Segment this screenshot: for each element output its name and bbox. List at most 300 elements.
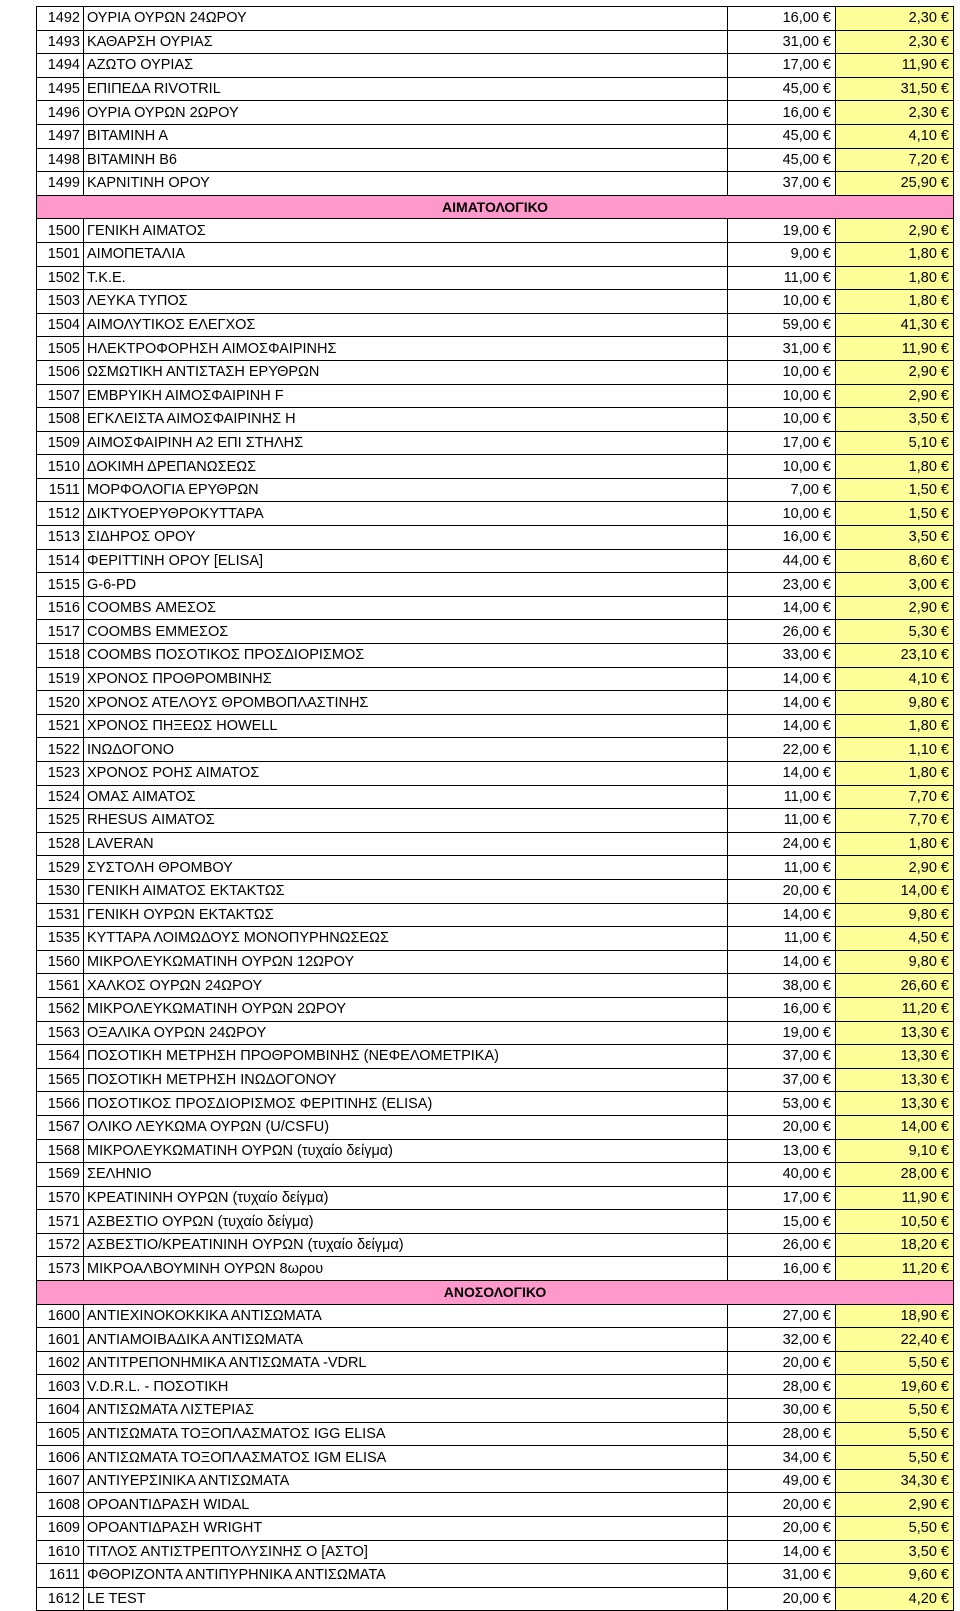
price-table: [36, 6, 954, 1611]
row-code: 1564: [37, 1045, 84, 1069]
row-test-name: ΚΡΕΑΤΙΝΙΝΗ ΟΥΡΩΝ (τυχαίο δείγμα): [84, 1186, 728, 1210]
row-test-name: ΑΝΤΙΣΩΜΑΤΑ ΤΟΞΟΠΛΑΣΜΑΤΟΣ IGM ELISA: [84, 1446, 728, 1470]
row-fee: 13,30 €: [836, 1045, 954, 1069]
row-test-name: ΜΟΡΦΟΛΟΓΙΑ ΕΡΥΘΡΩΝ: [84, 478, 728, 502]
row-code: 1528: [37, 832, 84, 856]
row-code: 1511: [37, 478, 84, 502]
row-code: 1610: [37, 1540, 84, 1564]
row-price: 17,00 €: [728, 431, 836, 455]
table-row: [37, 620, 954, 644]
table-row: [37, 927, 954, 951]
table-row: [37, 903, 954, 927]
row-code: 1560: [37, 950, 84, 974]
row-code: 1495: [37, 77, 84, 101]
row-test-name: ΤΙΤΛΟΣ ΑΝΤΙΣΤΡΕΠΤΟΛΥΣΙΝΗΣ Ο [ΑΣΤΟ]: [84, 1540, 728, 1564]
row-test-name: ΟΞΑΛΙΚΑ ΟΥΡΩΝ 24ΩΡΟΥ: [84, 1021, 728, 1045]
row-fee: 9,80 €: [836, 691, 954, 715]
row-code: 1493: [37, 30, 84, 54]
row-test-name: ΦΘΟΡΙΖΟΝΤΑ ΑΝΤΙΠΥΡΗΝΙΚΑ ΑΝΤΙΣΩΜΑΤΑ: [84, 1564, 728, 1588]
row-fee: 18,20 €: [836, 1233, 954, 1257]
row-price: 7,00 €: [728, 478, 836, 502]
row-code: 1505: [37, 337, 84, 361]
row-fee: 7,20 €: [836, 148, 954, 172]
row-price: 11,00 €: [728, 856, 836, 880]
row-code: 1499: [37, 172, 84, 196]
table-row: [37, 478, 954, 502]
table-row: [37, 596, 954, 620]
row-price: 24,00 €: [728, 832, 836, 856]
row-price: 14,00 €: [728, 714, 836, 738]
row-test-name: ΟΥΡΙΑ ΟΥΡΩΝ 24ΩΡΟΥ: [84, 7, 728, 31]
row-test-name: ΟΜΑΣ ΑΙΜΑΤΟΣ: [84, 785, 728, 809]
row-fee: 9,10 €: [836, 1139, 954, 1163]
row-test-name: ΦΕΡΙΤΤΙΝΗ ΟΡΟΥ [ELISA]: [84, 549, 728, 573]
row-test-name: ΕΓΚΛΕΙΣΤΑ ΑΙΜΟΣΦΑΙΡΙΝΗΣ Η: [84, 408, 728, 432]
table-row: [37, 714, 954, 738]
row-code: 1509: [37, 431, 84, 455]
table-row: [37, 502, 954, 526]
row-code: 1494: [37, 54, 84, 78]
row-price: 11,00 €: [728, 927, 836, 951]
row-price: 33,00 €: [728, 644, 836, 668]
row-fee: 22,40 €: [836, 1328, 954, 1352]
row-code: 1600: [37, 1304, 84, 1328]
table-row: [37, 101, 954, 125]
row-test-name: ΟΛΙΚΟ ΛΕΥΚΩΜΑ ΟΥΡΩΝ (U/CSFU): [84, 1115, 728, 1139]
row-code: 1602: [37, 1351, 84, 1375]
row-fee: 26,60 €: [836, 974, 954, 998]
table-row: [37, 809, 954, 833]
row-code: 1607: [37, 1469, 84, 1493]
row-fee: 5,50 €: [836, 1446, 954, 1470]
table-row: [37, 667, 954, 691]
row-fee: 4,10 €: [836, 667, 954, 691]
row-fee: 23,10 €: [836, 644, 954, 668]
row-code: 1608: [37, 1493, 84, 1517]
section-title: ΑΙΜΑΤΟΛΟΓΙΚΟ: [37, 195, 954, 219]
price-list-sheet: [36, 6, 953, 1611]
row-price: 14,00 €: [728, 691, 836, 715]
table-row: [37, 1564, 954, 1588]
row-test-name: ΜΙΚΡΟΛΕΥΚΩΜΑΤΙΝΗ ΟΥΡΩΝ 12ΩΡΟΥ: [84, 950, 728, 974]
row-fee: 5,30 €: [836, 620, 954, 644]
row-price: 19,00 €: [728, 1021, 836, 1045]
row-price: 11,00 €: [728, 266, 836, 290]
row-price: 11,00 €: [728, 785, 836, 809]
row-test-name: COOMBS ΠΟΣΟΤΙΚΟΣ ΠΡΟΣΔΙΟΡΙΣΜΟΣ: [84, 644, 728, 668]
row-test-name: ΗΛΕΚΤΡΟΦΟΡΗΣΗ ΑΙΜΟΣΦΑΙΡΙΝΗΣ: [84, 337, 728, 361]
row-fee: 1,80 €: [836, 762, 954, 786]
table-row: [37, 691, 954, 715]
price-table-body: [37, 7, 954, 1611]
row-code: 1567: [37, 1115, 84, 1139]
row-fee: 2,30 €: [836, 7, 954, 31]
section-header-row: [37, 195, 954, 219]
row-test-name: ΧΡΟΝΟΣ ΑΤΕΛΟΥΣ ΘΡΟΜΒΟΠΛΑΣΤΙΝΗΣ: [84, 691, 728, 715]
row-fee: 2,90 €: [836, 360, 954, 384]
table-row: [37, 313, 954, 337]
row-fee: 31,50 €: [836, 77, 954, 101]
row-test-name: ΑΝΤΙΑΜΟΙΒΑΔΙΚΑ ΑΝΤΙΣΩΜΑΤΑ: [84, 1328, 728, 1352]
table-row: [37, 974, 954, 998]
row-price: 45,00 €: [728, 148, 836, 172]
row-price: 37,00 €: [728, 172, 836, 196]
row-price: 14,00 €: [728, 762, 836, 786]
table-row: [37, 950, 954, 974]
table-row: [37, 148, 954, 172]
table-row: [37, 1351, 954, 1375]
row-price: 14,00 €: [728, 667, 836, 691]
row-test-name: ΧΑΛΚΟΣ ΟΥΡΩΝ 24ΩΡΟΥ: [84, 974, 728, 998]
row-fee: 8,60 €: [836, 549, 954, 573]
row-price: 40,00 €: [728, 1163, 836, 1187]
row-fee: 11,90 €: [836, 1186, 954, 1210]
row-price: 20,00 €: [728, 879, 836, 903]
row-price: 23,00 €: [728, 573, 836, 597]
row-test-name: ΒΙΤΑΜΙΝΗ Β6: [84, 148, 728, 172]
table-row: [37, 997, 954, 1021]
row-test-name: ΑΝΤΙΕΧΙΝΟΚΟΚΚΙΚΑ ΑΝΤΙΣΩΜΑΤΑ: [84, 1304, 728, 1328]
row-fee: 14,00 €: [836, 879, 954, 903]
row-fee: 1,50 €: [836, 502, 954, 526]
row-price: 34,00 €: [728, 1446, 836, 1470]
row-test-name: ΣΕΛΗΝΙΟ: [84, 1163, 728, 1187]
row-code: 1506: [37, 360, 84, 384]
table-row: [37, 1375, 954, 1399]
row-fee: 5,50 €: [836, 1351, 954, 1375]
row-fee: 2,30 €: [836, 101, 954, 125]
row-price: 10,00 €: [728, 384, 836, 408]
row-code: 1562: [37, 997, 84, 1021]
table-row: [37, 384, 954, 408]
row-fee: 2,90 €: [836, 219, 954, 243]
row-price: 37,00 €: [728, 1068, 836, 1092]
row-test-name: ΧΡΟΝΟΣ ΠΗΞΕΩΣ HOWELL: [84, 714, 728, 738]
row-price: 53,00 €: [728, 1092, 836, 1116]
row-fee: 2,90 €: [836, 596, 954, 620]
table-row: [37, 1469, 954, 1493]
row-code: 1498: [37, 148, 84, 172]
row-test-name: ΩΣΜΩΤΙΚΗ ΑΝΤΙΣΤΑΣΗ ΕΡΥΘΡΩΝ: [84, 360, 728, 384]
row-price: 11,00 €: [728, 809, 836, 833]
row-code: 1513: [37, 526, 84, 550]
table-row: [37, 1257, 954, 1281]
row-price: 45,00 €: [728, 77, 836, 101]
row-fee: 7,70 €: [836, 809, 954, 833]
row-fee: 1,80 €: [836, 290, 954, 314]
row-test-name: ΠΟΣΟΤΙΚΗ ΜΕΤΡΗΣΗ ΠΡΟΘΡΟΜΒΙΝΗΣ (ΝΕΦΕΛΟΜΕΤΡΙΚΑ): [84, 1045, 728, 1069]
table-row: [37, 832, 954, 856]
row-code: 1512: [37, 502, 84, 526]
table-row: [37, 1446, 954, 1470]
row-fee: 5,50 €: [836, 1399, 954, 1423]
row-code: 1568: [37, 1139, 84, 1163]
row-test-name: ΔΙΚΤΥΟΕΡΥΘΡΟΚΥΤΤΑΡΑ: [84, 502, 728, 526]
row-code: 1521: [37, 714, 84, 738]
row-price: 37,00 €: [728, 1045, 836, 1069]
row-price: 14,00 €: [728, 903, 836, 927]
table-row: [37, 1233, 954, 1257]
table-row: [37, 549, 954, 573]
row-fee: 9,80 €: [836, 950, 954, 974]
row-test-name: V.D.R.L. - ΠΟΣΟΤΙΚΗ: [84, 1375, 728, 1399]
row-test-name: ΛΕΥΚΑ ΤΥΠΟΣ: [84, 290, 728, 314]
table-row: [37, 1517, 954, 1541]
row-test-name: ΧΡΟΝΟΣ ΠΡΟΘΡΟΜΒΙΝΗΣ: [84, 667, 728, 691]
row-code: 1492: [37, 7, 84, 31]
row-code: 1520: [37, 691, 84, 715]
row-test-name: ΜΙΚΡΟΑΛΒΟΥΜΙΝΗ ΟΥΡΩΝ 8ωρου: [84, 1257, 728, 1281]
table-row: [37, 242, 954, 266]
row-test-name: RHESUS ΑΙΜΑΤΟΣ: [84, 809, 728, 833]
row-price: 59,00 €: [728, 313, 836, 337]
table-row: [37, 219, 954, 243]
row-fee: 34,30 €: [836, 1469, 954, 1493]
row-code: 1563: [37, 1021, 84, 1045]
table-row: [37, 1163, 954, 1187]
row-test-name: ΕΠΙΠΕΔΑ RIVOTRIL: [84, 77, 728, 101]
row-fee: 3,50 €: [836, 526, 954, 550]
row-fee: 41,30 €: [836, 313, 954, 337]
row-test-name: ΑΙΜΟΣΦΑΙΡΙΝΗ Α2 ΕΠΙ ΣΤΗΛΗΣ: [84, 431, 728, 455]
table-row: [37, 1422, 954, 1446]
row-code: 1503: [37, 290, 84, 314]
row-code: 1502: [37, 266, 84, 290]
row-code: 1519: [37, 667, 84, 691]
row-test-name: ΑΝΤΙΣΩΜΑΤΑ ΛΙΣΤΕΡΙΑΣ: [84, 1399, 728, 1423]
table-row: [37, 124, 954, 148]
row-price: 10,00 €: [728, 360, 836, 384]
row-test-name: ΚΥΤΤΑΡΑ ΛΟΙΜΩΔΟΥΣ ΜΟΝΟΠΥΡΗΝΩΣΕΩΣ: [84, 927, 728, 951]
row-test-name: ΑΙΜΟΠΕΤΑΛΙΑ: [84, 242, 728, 266]
row-code: 1497: [37, 124, 84, 148]
table-row: [37, 1493, 954, 1517]
row-test-name: ΑΖΩΤΟ ΟΥΡΙΑΣ: [84, 54, 728, 78]
row-price: 17,00 €: [728, 1186, 836, 1210]
row-price: 26,00 €: [728, 620, 836, 644]
row-price: 22,00 €: [728, 738, 836, 762]
row-test-name: ΜΙΚΡΟΛΕΥΚΩΜΑΤΙΝΗ ΟΥΡΩΝ 2ΩΡΟΥ: [84, 997, 728, 1021]
row-fee: 11,90 €: [836, 337, 954, 361]
row-test-name: ΓΕΝΙΚΗ ΟΥΡΩΝ ΕΚΤΑΚΤΩΣ: [84, 903, 728, 927]
table-row: [37, 856, 954, 880]
row-test-name: ΙΝΩΔΟΓΟΝΟ: [84, 738, 728, 762]
row-price: 31,00 €: [728, 30, 836, 54]
table-row: [37, 7, 954, 31]
row-test-name: ΓΕΝΙΚΗ ΑΙΜΑΤΟΣ: [84, 219, 728, 243]
row-price: 20,00 €: [728, 1351, 836, 1375]
row-fee: 11,20 €: [836, 1257, 954, 1281]
row-price: 28,00 €: [728, 1375, 836, 1399]
row-test-name: ΑΣΒΕΣΤΙΟ ΟΥΡΩΝ (τυχαίο δείγμα): [84, 1210, 728, 1234]
row-code: 1518: [37, 644, 84, 668]
row-fee: 13,30 €: [836, 1021, 954, 1045]
row-test-name: ΟΡΟΑΝΤΙΔΡΑΣΗ WIDAL: [84, 1493, 728, 1517]
table-row: [37, 738, 954, 762]
row-price: 10,00 €: [728, 290, 836, 314]
row-code: 1571: [37, 1210, 84, 1234]
row-code: 1504: [37, 313, 84, 337]
row-test-name: ΟΡΟΑΝΤΙΔΡΑΣΗ WRIGHT: [84, 1517, 728, 1541]
row-fee: 10,50 €: [836, 1210, 954, 1234]
row-fee: 5,50 €: [836, 1422, 954, 1446]
row-test-name: ΑΝΤΙΥΕΡΣΙΝΙΚΑ ΑΝΤΙΣΩΜΑΤΑ: [84, 1469, 728, 1493]
row-test-name: ΔΟΚΙΜΗ ΔΡΕΠΑΝΩΣΕΩΣ: [84, 455, 728, 479]
table-row: [37, 644, 954, 668]
row-code: 1604: [37, 1399, 84, 1423]
row-test-name: ΧΡΟΝΟΣ ΡΟΗΣ ΑΙΜΑΤΟΣ: [84, 762, 728, 786]
row-price: 14,00 €: [728, 596, 836, 620]
row-price: 31,00 €: [728, 1564, 836, 1588]
row-test-name: ΕΜΒΡΥΙΚΗ ΑΙΜΟΣΦΑΙΡΙΝΗ F: [84, 384, 728, 408]
row-code: 1508: [37, 408, 84, 432]
row-fee: 2,90 €: [836, 856, 954, 880]
row-fee: 4,20 €: [836, 1587, 954, 1611]
row-price: 16,00 €: [728, 101, 836, 125]
row-fee: 1,50 €: [836, 478, 954, 502]
row-fee: 2,30 €: [836, 30, 954, 54]
row-price: 14,00 €: [728, 950, 836, 974]
row-fee: 4,10 €: [836, 124, 954, 148]
row-code: 1530: [37, 879, 84, 903]
row-price: 31,00 €: [728, 337, 836, 361]
row-code: 1570: [37, 1186, 84, 1210]
row-fee: 5,50 €: [836, 1517, 954, 1541]
row-test-name: COOMBS ΕΜΜΕΣΟΣ: [84, 620, 728, 644]
row-code: 1517: [37, 620, 84, 644]
row-code: 1516: [37, 596, 84, 620]
row-code: 1525: [37, 809, 84, 833]
row-price: 20,00 €: [728, 1517, 836, 1541]
row-test-name: LE TEST: [84, 1587, 728, 1611]
row-price: 49,00 €: [728, 1469, 836, 1493]
table-row: [37, 337, 954, 361]
table-row: [37, 1587, 954, 1611]
row-price: 28,00 €: [728, 1422, 836, 1446]
table-row: [37, 431, 954, 455]
row-code: 1609: [37, 1517, 84, 1541]
table-row: [37, 1186, 954, 1210]
table-row: [37, 1304, 954, 1328]
row-fee: 18,90 €: [836, 1304, 954, 1328]
row-fee: 11,20 €: [836, 997, 954, 1021]
row-test-name: ΓΕΝΙΚΗ ΑΙΜΑΤΟΣ ΕΚΤΑΚΤΩΣ: [84, 879, 728, 903]
table-row: [37, 1115, 954, 1139]
row-fee: 1,10 €: [836, 738, 954, 762]
row-code: 1496: [37, 101, 84, 125]
row-test-name: ΑΝΤΙΣΩΜΑΤΑ ΤΟΞΟΠΛΑΣΜΑΤΟΣ IGG ELISA: [84, 1422, 728, 1446]
row-test-name: ΣΥΣΤΟΛΗ ΘΡΟΜΒΟΥ: [84, 856, 728, 880]
row-code: 1514: [37, 549, 84, 573]
row-fee: 11,90 €: [836, 54, 954, 78]
row-code: 1510: [37, 455, 84, 479]
table-row: [37, 266, 954, 290]
row-price: 19,00 €: [728, 219, 836, 243]
row-fee: 1,80 €: [836, 242, 954, 266]
row-fee: 9,80 €: [836, 903, 954, 927]
row-test-name: ΠΟΣΟΤΙΚΗ ΜΕΤΡΗΣΗ ΙΝΩΔΟΓΟΝΟΥ: [84, 1068, 728, 1092]
table-row: [37, 360, 954, 384]
table-row: [37, 1210, 954, 1234]
row-fee: 13,30 €: [836, 1092, 954, 1116]
section-title: ΑΝΟΣΟΛΟΓΙΚΟ: [37, 1281, 954, 1305]
row-code: 1531: [37, 903, 84, 927]
table-row: [37, 290, 954, 314]
row-price: 10,00 €: [728, 408, 836, 432]
table-row: [37, 1540, 954, 1564]
row-fee: 3,00 €: [836, 573, 954, 597]
row-test-name: ΒΙΤΑΜΙΝΗ Α: [84, 124, 728, 148]
row-code: 1572: [37, 1233, 84, 1257]
row-code: 1561: [37, 974, 84, 998]
row-fee: 2,90 €: [836, 384, 954, 408]
row-price: 16,00 €: [728, 526, 836, 550]
row-test-name: ΑΙΜΟΛΥΤΙΚΟΣ ΕΛΕΓΧΟΣ: [84, 313, 728, 337]
row-fee: 13,30 €: [836, 1068, 954, 1092]
row-fee: 1,80 €: [836, 714, 954, 738]
row-price: 16,00 €: [728, 997, 836, 1021]
table-row: [37, 1399, 954, 1423]
row-test-name: ΑΣΒΕΣΤΙΟ/ΚΡΕΑΤΙΝΙΝΗ ΟΥΡΩΝ (τυχαίο δείγμα): [84, 1233, 728, 1257]
table-row: [37, 1045, 954, 1069]
row-fee: 1,80 €: [836, 455, 954, 479]
section-header-row: [37, 1281, 954, 1305]
row-test-name: ΚΑΡΝΙΤΙΝΗ ΟΡΟΥ: [84, 172, 728, 196]
table-row: [37, 1068, 954, 1092]
row-test-name: ΠΟΣΟΤΙΚΟΣ ΠΡΟΣΔΙΟΡΙΣΜΟΣ ΦΕΡΙΤΙΝΗΣ (ELISA): [84, 1092, 728, 1116]
row-code: 1565: [37, 1068, 84, 1092]
table-row: [37, 77, 954, 101]
row-code: 1573: [37, 1257, 84, 1281]
row-price: 32,00 €: [728, 1328, 836, 1352]
row-fee: 7,70 €: [836, 785, 954, 809]
table-row: [37, 455, 954, 479]
row-fee: 25,90 €: [836, 172, 954, 196]
table-row: [37, 785, 954, 809]
table-row: [37, 30, 954, 54]
row-price: 16,00 €: [728, 7, 836, 31]
row-fee: 5,10 €: [836, 431, 954, 455]
row-test-name: ΟΥΡΙΑ ΟΥΡΩΝ 2ΩΡΟΥ: [84, 101, 728, 125]
row-fee: 14,00 €: [836, 1115, 954, 1139]
table-row: [37, 1021, 954, 1045]
row-code: 1605: [37, 1422, 84, 1446]
table-row: [37, 408, 954, 432]
row-price: 14,00 €: [728, 1540, 836, 1564]
row-price: 20,00 €: [728, 1587, 836, 1611]
row-price: 15,00 €: [728, 1210, 836, 1234]
table-row: [37, 1328, 954, 1352]
row-price: 30,00 €: [728, 1399, 836, 1423]
row-test-name: G-6-PD: [84, 573, 728, 597]
row-price: 38,00 €: [728, 974, 836, 998]
row-code: 1566: [37, 1092, 84, 1116]
row-fee: 4,50 €: [836, 927, 954, 951]
row-price: 10,00 €: [728, 455, 836, 479]
row-price: 45,00 €: [728, 124, 836, 148]
table-row: [37, 526, 954, 550]
row-test-name: ΣΙΔΗΡΟΣ ΟΡΟΥ: [84, 526, 728, 550]
row-fee: 28,00 €: [836, 1163, 954, 1187]
table-row: [37, 762, 954, 786]
row-code: 1500: [37, 219, 84, 243]
row-test-name: LAVERAN: [84, 832, 728, 856]
row-price: 16,00 €: [728, 1257, 836, 1281]
row-price: 20,00 €: [728, 1115, 836, 1139]
row-fee: 9,60 €: [836, 1564, 954, 1588]
row-price: 20,00 €: [728, 1493, 836, 1517]
row-test-name: ΑΝΤΙΤΡΕΠΟΝΗΜΙΚΑ ΑΝΤΙΣΩΜΑΤΑ -VDRL: [84, 1351, 728, 1375]
